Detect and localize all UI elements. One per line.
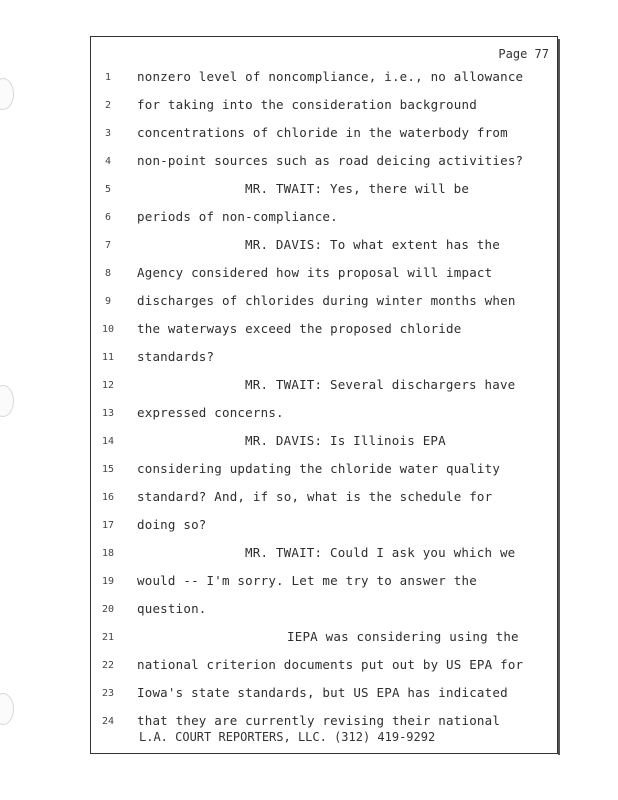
line-text: national criterion documents put out by US EPA for bbox=[137, 657, 524, 672]
line-number: 17 bbox=[101, 520, 115, 531]
line-text: MR. DAVIS: To what extent has the bbox=[245, 237, 500, 252]
transcript-line bbox=[91, 601, 559, 621]
transcript-line bbox=[91, 461, 559, 481]
court-reporter-footer: L.A. COURT REPORTERS, LLC. (312) 419-9292 bbox=[139, 730, 436, 744]
transcript-line bbox=[91, 69, 559, 89]
binder-hole-top bbox=[0, 78, 14, 110]
line-text: nonzero level of noncompliance, i.e., no allowance bbox=[137, 69, 524, 84]
transcript-line bbox=[91, 349, 559, 369]
line-text: doing so? bbox=[137, 517, 207, 532]
transcript-line bbox=[91, 293, 559, 313]
line-text: discharges of chlorides during winter months when bbox=[137, 293, 516, 308]
transcript-line bbox=[91, 265, 559, 285]
transcript-page bbox=[90, 36, 558, 754]
line-number: 1 bbox=[104, 72, 112, 83]
line-number: 6 bbox=[104, 212, 112, 223]
line-text: considering updating the chloride water quality bbox=[137, 461, 501, 476]
transcript-line bbox=[91, 685, 559, 705]
transcript-line bbox=[91, 573, 559, 593]
line-text: standard? And, if so, what is the schedule for bbox=[137, 489, 493, 504]
line-text: IEPA was considering using the bbox=[287, 629, 519, 644]
line-number: 12 bbox=[101, 380, 115, 391]
binder-hole-middle bbox=[0, 385, 14, 417]
transcript-line bbox=[91, 629, 559, 649]
line-text: the waterways exceed the proposed chloride bbox=[137, 321, 462, 336]
line-number: 15 bbox=[101, 464, 115, 475]
line-number: 22 bbox=[101, 660, 115, 671]
line-number: 21 bbox=[101, 632, 115, 643]
line-text: Iowa's state standards, but US EPA has indicated bbox=[137, 685, 508, 700]
transcript-line bbox=[91, 153, 559, 173]
line-text: Agency considered how its proposal will impact bbox=[137, 265, 493, 280]
line-number: 18 bbox=[101, 548, 115, 559]
page-number: Page 77 bbox=[498, 47, 549, 61]
transcript-line bbox=[91, 517, 559, 537]
line-text: standards? bbox=[137, 349, 215, 364]
transcript-line bbox=[91, 321, 559, 341]
line-text: MR. TWAIT: Yes, there will be bbox=[245, 181, 470, 196]
line-number: 3 bbox=[104, 128, 112, 139]
binder-hole-bottom bbox=[0, 693, 14, 725]
line-text: expressed concerns. bbox=[137, 405, 284, 420]
line-number: 2 bbox=[104, 100, 112, 111]
line-number: 20 bbox=[101, 604, 115, 615]
line-text: question. bbox=[137, 601, 207, 616]
line-number: 16 bbox=[101, 492, 115, 503]
transcript-line bbox=[91, 433, 559, 453]
line-number: 7 bbox=[104, 240, 112, 251]
line-number: 10 bbox=[101, 324, 115, 335]
line-text: MR. DAVIS: Is Illinois EPA bbox=[245, 433, 446, 448]
transcript-line bbox=[91, 377, 559, 397]
transcript-line bbox=[91, 405, 559, 425]
transcript-line bbox=[91, 657, 559, 677]
line-number: 8 bbox=[104, 268, 112, 279]
transcript-line bbox=[91, 489, 559, 509]
line-number: 14 bbox=[101, 436, 115, 447]
line-number: 24 bbox=[101, 716, 115, 727]
transcript-line bbox=[91, 181, 559, 201]
line-number: 23 bbox=[101, 688, 115, 699]
line-text: non-point sources such as road deicing activities? bbox=[137, 153, 524, 168]
line-number: 9 bbox=[104, 296, 112, 307]
line-number: 5 bbox=[104, 184, 112, 195]
line-text: concentrations of chloride in the waterbody from bbox=[137, 125, 508, 140]
line-text: periods of non-compliance. bbox=[137, 209, 338, 224]
transcript-line bbox=[91, 97, 559, 117]
line-text: MR. TWAIT: Could I ask you which we bbox=[245, 545, 516, 560]
transcript-line bbox=[91, 545, 559, 565]
line-text: that they are currently revising their national bbox=[137, 713, 501, 728]
line-text: would -- I'm sorry. Let me try to answer the bbox=[137, 573, 477, 588]
line-number: 4 bbox=[104, 156, 112, 167]
line-number: 11 bbox=[101, 352, 115, 363]
transcript-line bbox=[91, 125, 559, 145]
line-text: for taking into the consideration background bbox=[137, 97, 477, 112]
line-text: MR. TWAIT: Several dischargers have bbox=[245, 377, 516, 392]
line-number: 13 bbox=[101, 408, 115, 419]
line-number: 19 bbox=[101, 576, 115, 587]
transcript-line bbox=[91, 237, 559, 257]
transcript-line bbox=[91, 209, 559, 229]
